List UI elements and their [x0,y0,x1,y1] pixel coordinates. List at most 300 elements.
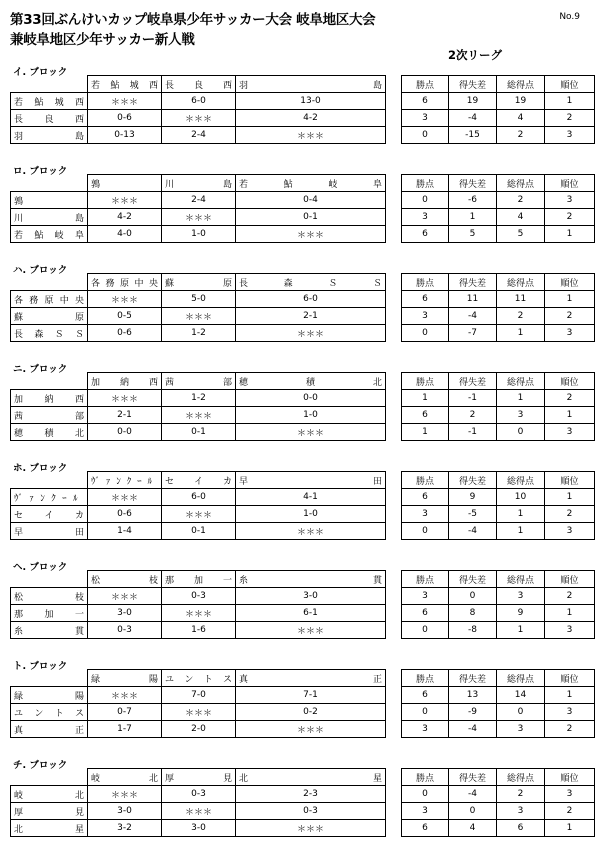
team-name: 岐北 [11,786,88,803]
stat-header: 順位 [545,373,595,390]
table-header-row [11,76,595,93]
match-result: ＊＊＊ [236,622,386,639]
table-row [11,588,595,605]
goal-difference: -1 [449,424,497,441]
goals-scored: 0 [497,704,545,721]
goal-difference: -9 [449,704,497,721]
table-row [11,110,595,127]
match-result: ＊＊＊ [88,588,162,605]
goal-difference: 0 [449,803,497,820]
spacer [386,226,402,243]
table-header-row [11,274,595,291]
match-result: 0-2 [236,704,386,721]
block-name: イ. ブロック [13,67,68,78]
team-name: 北星 [11,820,88,837]
corner-cell [11,373,88,390]
team-column-header: ユントス [162,670,236,687]
table-row [11,489,595,506]
points: 3 [402,721,449,738]
points: 3 [402,209,449,226]
match-result: 0-6 [88,110,162,127]
team-column-header: ｳﾞｧﾝｸｰﾙ [88,472,162,489]
team-name: ｳﾞｧﾝｸｰﾙ [11,489,88,506]
team-column-header: 鶉 [88,175,162,192]
table-row [11,308,595,325]
match-result: 2-0 [162,721,236,738]
match-result: 0-3 [162,786,236,803]
points: 0 [402,192,449,209]
points: 3 [402,110,449,127]
match-result: 3-0 [162,820,236,837]
team-name: 穂積北 [11,424,88,441]
match-result: 2-1 [236,308,386,325]
goals-scored: 3 [497,803,545,820]
rank: 2 [545,308,595,325]
stat-header: 勝点 [402,769,449,786]
spacer [386,571,402,588]
goals-scored: 1 [497,390,545,407]
spacer [386,489,402,506]
team-column-header: 川島 [162,175,236,192]
match-result: 0-1 [236,209,386,226]
team-name: 長森ＳＳ [11,325,88,342]
team-name: 長良西 [11,110,88,127]
match-result: 2-4 [162,127,236,144]
team-name: 若鮎岐阜 [11,226,88,243]
match-result: ＊＊＊ [162,506,236,523]
spacer [386,803,402,820]
table-row [11,192,595,209]
points: 1 [402,390,449,407]
spacer [386,820,402,837]
rank: 3 [545,786,595,803]
goal-difference: 9 [449,489,497,506]
stat-header: 勝点 [402,76,449,93]
match-result: 0-1 [162,424,236,441]
stat-header: 得失差 [449,274,497,291]
match-result: ＊＊＊ [236,424,386,441]
spacer [386,192,402,209]
match-result: 1-0 [162,226,236,243]
table-row [11,407,595,424]
page-number: No.9 [559,12,580,22]
points: 0 [402,127,449,144]
team-name: 鶉 [11,192,88,209]
match-result: 0-3 [88,622,162,639]
team-column-header: 長良西 [162,76,236,93]
document-subtitle: 兼岐阜地区少年サッカー新人戦 [10,32,195,48]
rank: 3 [545,704,595,721]
match-result: 6-1 [236,605,386,622]
team-column-header: 松枝 [88,571,162,588]
goal-difference: -4 [449,110,497,127]
table-row [11,605,595,622]
points: 6 [402,93,449,110]
stat-header: 得失差 [449,76,497,93]
spacer [386,687,402,704]
corner-cell [11,670,88,687]
table-row [11,786,595,803]
spacer [386,373,402,390]
match-result: ＊＊＊ [88,489,162,506]
table-row [11,390,595,407]
points: 6 [402,489,449,506]
match-result: 2-3 [236,786,386,803]
match-result: 1-2 [162,325,236,342]
team-name: 蘇原 [11,308,88,325]
points: 0 [402,622,449,639]
standings-table [10,75,595,144]
goals-scored: 1 [497,523,545,540]
team-column-header: 厚見 [162,769,236,786]
team-column-header: 緑陽 [88,670,162,687]
match-result: 3-0 [236,588,386,605]
stat-header: 総得点 [497,769,545,786]
points: 1 [402,424,449,441]
goals-scored: 4 [497,110,545,127]
goal-difference: -4 [449,523,497,540]
spacer [386,670,402,687]
goal-difference: -1 [449,390,497,407]
team-name: 糸貫 [11,622,88,639]
spacer [386,76,402,93]
spacer [386,308,402,325]
match-result: 3-0 [88,605,162,622]
team-column-header: 早田 [236,472,386,489]
points: 6 [402,687,449,704]
table-row [11,93,595,110]
spacer [386,93,402,110]
match-result: ＊＊＊ [88,786,162,803]
standings-table [10,174,595,243]
goals-scored: 10 [497,489,545,506]
points: 6 [402,291,449,308]
rank: 3 [545,127,595,144]
match-result: 13-0 [236,93,386,110]
spacer [386,786,402,803]
table-row [11,622,595,639]
team-column-header: 若鮎岐阜 [236,175,386,192]
block-name: ヘ. ブロック [13,562,68,573]
goal-difference: 1 [449,209,497,226]
stat-header: 得失差 [449,670,497,687]
corner-cell [11,175,88,192]
team-name: 各務原中央 [11,291,88,308]
table-row [11,291,595,308]
goals-scored: 14 [497,687,545,704]
stat-header: 得失差 [449,175,497,192]
rank: 2 [545,721,595,738]
goal-difference: 2 [449,407,497,424]
match-result: 6-0 [236,291,386,308]
rank: 2 [545,390,595,407]
match-result: 2-4 [162,192,236,209]
goals-scored: 0 [497,424,545,441]
spacer [386,472,402,489]
standings-table [10,471,595,540]
match-result: 1-2 [162,390,236,407]
team-column-header: 加納西 [88,373,162,390]
goals-scored: 5 [497,226,545,243]
stat-header: 勝点 [402,175,449,192]
stat-header: 勝点 [402,670,449,687]
match-result: 0-5 [88,308,162,325]
stat-header: 得失差 [449,769,497,786]
match-result: 0-1 [162,523,236,540]
goals-scored: 11 [497,291,545,308]
match-result: ＊＊＊ [162,209,236,226]
match-result: ＊＊＊ [162,407,236,424]
match-result: ＊＊＊ [162,803,236,820]
team-name: 那加一 [11,605,88,622]
match-result: 6-0 [162,489,236,506]
goal-difference: -5 [449,506,497,523]
stat-header: 順位 [545,76,595,93]
match-result: 0-6 [88,506,162,523]
team-column-header: 蘇原 [162,274,236,291]
match-result: 6-0 [162,93,236,110]
rank: 1 [545,291,595,308]
stat-header: 順位 [545,769,595,786]
team-column-header: 岐北 [88,769,162,786]
match-result: ＊＊＊ [162,308,236,325]
goals-scored: 2 [497,192,545,209]
block-name: ホ. ブロック [13,463,68,474]
stat-header: 勝点 [402,472,449,489]
points: 3 [402,803,449,820]
match-result: ＊＊＊ [88,687,162,704]
goals-scored: 9 [497,605,545,622]
table-row [11,803,595,820]
points: 6 [402,407,449,424]
spacer [386,390,402,407]
match-result: ＊＊＊ [236,523,386,540]
team-column-header: 真正 [236,670,386,687]
rank: 3 [545,325,595,342]
stat-header: 勝点 [402,274,449,291]
block-name: ハ. ブロック [13,265,68,276]
spacer [386,291,402,308]
goals-scored: 2 [497,786,545,803]
points: 3 [402,506,449,523]
rank: 3 [545,192,595,209]
block-name: ト. ブロック [13,661,68,672]
spacer [386,588,402,605]
points: 0 [402,325,449,342]
match-result: 2-1 [88,407,162,424]
points: 0 [402,704,449,721]
team-column-header: 北星 [236,769,386,786]
spacer [386,175,402,192]
stat-header: 総得点 [497,373,545,390]
team-column-header: 那加一 [162,571,236,588]
spacer [386,110,402,127]
points: 6 [402,820,449,837]
match-result: 0-3 [162,588,236,605]
rank: 1 [545,687,595,704]
team-column-header: 長森ＳＳ [236,274,386,291]
goals-scored: 1 [497,622,545,639]
goals-scored: 1 [497,325,545,342]
team-name: 早田 [11,523,88,540]
table-row [11,506,595,523]
rank: 1 [545,820,595,837]
match-result: ＊＊＊ [88,192,162,209]
goals-scored: 2 [497,127,545,144]
table-header-row [11,373,595,390]
team-column-header: セイカ [162,472,236,489]
match-result: 1-7 [88,721,162,738]
match-result: 4-2 [88,209,162,226]
document-title: 第33回ぶんけいカップ岐阜県少年サッカー大会 岐阜地区大会 [10,12,376,28]
match-result: 0-7 [88,704,162,721]
goal-difference: -4 [449,308,497,325]
team-name: セイカ [11,506,88,523]
match-result: ＊＊＊ [236,325,386,342]
stat-header: 総得点 [497,274,545,291]
team-name: 真正 [11,721,88,738]
match-result: 0-6 [88,325,162,342]
rank: 3 [545,523,595,540]
stat-header: 順位 [545,670,595,687]
team-name: 川島 [11,209,88,226]
match-result: 1-6 [162,622,236,639]
rank: 2 [545,803,595,820]
rank: 1 [545,605,595,622]
match-result: ＊＊＊ [88,291,162,308]
rank: 2 [545,209,595,226]
match-result: ＊＊＊ [236,127,386,144]
goals-scored: 3 [497,588,545,605]
goal-difference: 11 [449,291,497,308]
team-name: 緑陽 [11,687,88,704]
match-result: ＊＊＊ [236,721,386,738]
goal-difference: 0 [449,588,497,605]
team-name: 厚見 [11,803,88,820]
goals-scored: 3 [497,407,545,424]
goal-difference: 8 [449,605,497,622]
rank: 1 [545,93,595,110]
table-row [11,687,595,704]
rank: 2 [545,588,595,605]
goals-scored: 4 [497,209,545,226]
table-header-row [11,571,595,588]
stat-header: 勝点 [402,571,449,588]
match-result: 3-0 [88,803,162,820]
goals-scored: 1 [497,506,545,523]
rank: 1 [545,407,595,424]
standings-table [10,768,595,837]
points: 3 [402,588,449,605]
stat-header: 総得点 [497,670,545,687]
rank: 2 [545,506,595,523]
team-name: 加納西 [11,390,88,407]
spacer [386,506,402,523]
goals-scored: 6 [497,820,545,837]
match-result: ＊＊＊ [162,110,236,127]
goal-difference: -6 [449,192,497,209]
goal-difference: 13 [449,687,497,704]
goal-difference: -7 [449,325,497,342]
match-result: 0-3 [236,803,386,820]
spacer [386,721,402,738]
team-name: 茜部 [11,407,88,424]
match-result: 0-0 [88,424,162,441]
standings-table [10,372,595,441]
rank: 1 [545,226,595,243]
corner-cell [11,76,88,93]
corner-cell [11,769,88,786]
block-name: ニ. ブロック [13,364,68,375]
match-result: 4-2 [236,110,386,127]
table-header-row [11,769,595,786]
points: 0 [402,523,449,540]
goal-difference: -15 [449,127,497,144]
match-result: ＊＊＊ [162,704,236,721]
stat-header: 得失差 [449,472,497,489]
table-header-row [11,670,595,687]
stat-header: 順位 [545,571,595,588]
goal-difference: -4 [449,786,497,803]
block-name: ロ. ブロック [13,166,68,177]
stat-header: 総得点 [497,175,545,192]
match-result: ＊＊＊ [236,820,386,837]
stat-header: 得失差 [449,373,497,390]
match-result: ＊＊＊ [236,226,386,243]
standings-table [10,669,595,738]
match-result: ＊＊＊ [88,390,162,407]
table-header-row [11,175,595,192]
stat-header: 得失差 [449,571,497,588]
spacer [386,209,402,226]
match-result: ＊＊＊ [88,93,162,110]
match-result: 1-0 [236,506,386,523]
match-result: 7-1 [236,687,386,704]
spacer [386,127,402,144]
spacer [386,769,402,786]
spacer [386,274,402,291]
match-result: 5-0 [162,291,236,308]
table-row [11,820,595,837]
table-row [11,523,595,540]
team-name: 羽島 [11,127,88,144]
table-row [11,721,595,738]
team-column-header: 若鮎城西 [88,76,162,93]
rank: 2 [545,110,595,127]
corner-cell [11,571,88,588]
team-column-header: 各務原中央 [88,274,162,291]
rank: 1 [545,489,595,506]
goal-difference: -4 [449,721,497,738]
match-result: 0-0 [236,390,386,407]
team-name: 若鮎城西 [11,93,88,110]
stat-header: 順位 [545,472,595,489]
team-column-header: 穂積北 [236,373,386,390]
points: 3 [402,308,449,325]
match-result: 7-0 [162,687,236,704]
table-row [11,209,595,226]
spacer [386,325,402,342]
match-result: 1-0 [236,407,386,424]
corner-cell [11,274,88,291]
stat-header: 総得点 [497,571,545,588]
rank: 3 [545,424,595,441]
spacer [386,523,402,540]
match-result: 3-2 [88,820,162,837]
match-result: 0-4 [236,192,386,209]
stat-header: 勝点 [402,373,449,390]
rank: 3 [545,622,595,639]
